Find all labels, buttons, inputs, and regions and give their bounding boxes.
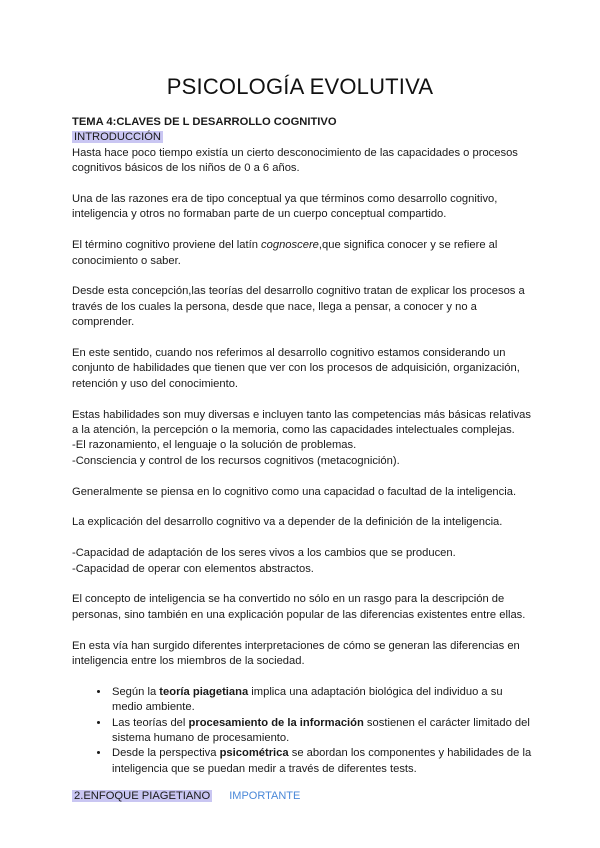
paragraph-1: Hasta hace poco tiempo existía un cierto desconocimiento de las capacidades o procesos cognitivos básicos de los niños de 0 a 6 años. (72, 146, 518, 175)
latin-term: cognoscere (261, 239, 319, 252)
bullet-bold: psicométrica (219, 747, 289, 760)
paragraph-3 (72, 238, 532, 269)
intro-heading: INTRODUCCIÓN (74, 131, 162, 144)
paragraph-2: Una de las razones era de tipo conceptual ya que términos como desarrollo cognitivo, inteligencia y otros no formaban parte de un cuerpo conceptual compartido. (72, 193, 498, 221)
bullet-text: Desde la perspectiva (112, 747, 220, 760)
paragraph-5: En este sentido, cuando nos referimos al desarrollo cognitivo estamos considerando un conjunto de habilidades que tienen que ver con los procesos de adquisición, organización, retención y uso del conocimiento. (72, 347, 520, 390)
paragraph-9-line: -Capacidad de adaptación de los seres vivos a los cambios que se producen. (72, 547, 456, 560)
paragraph-6-line: Estas habilidades son muy diversas e incluyen tanto las competencias más básicas relativas a la atención, la percepción o la memoria, como las capacidades intelectuales complejas. (72, 408, 531, 437)
page-title: PSICOLOGÍA EVOLUTIVA (166, 74, 434, 99)
bullet-text: Las teorías del (112, 716, 189, 729)
bullet-text: sostienen el carácter limitado del sistema humano de procesamiento. (112, 716, 530, 745)
paragraph-10: El concepto de inteligencia se ha convertido no sólo en un rasgo para la descripción de personas, sino también en una explicación popular de las diferencias existentes entre ellas. (72, 593, 526, 621)
document-body (72, 115, 532, 805)
bullet-bold: teoría piagetiana (159, 685, 249, 698)
list-item (110, 716, 532, 747)
list-item (110, 746, 532, 777)
bullet-text: se abordan los componentes y habilidades de la inteligencia que se puedan medir a través de diferentes tests. (112, 747, 532, 775)
paragraph-8: La explicación del desarrollo cognitivo va a depender de la definición de la inteligencia. (72, 516, 503, 529)
paragraph-4: Desde esta concepción,las teorías del desarrollo cognitivo tratan de explicar los procesos a través de los cuales la persona, desde que nace, llega a pensar, a conocer y no a comprender. (72, 285, 525, 329)
paragraph-6-line: -El razonamiento, el lenguaje o la solución de problemas. (72, 439, 357, 452)
paragraph-6 (72, 408, 532, 470)
paragraph-9 (72, 546, 532, 577)
paragraph-3-start: El término cognitivo proviene del latín (72, 239, 262, 252)
topic-subtitle: TEMA 4:CLAVES DE L DESARROLLO COGNITIVO (72, 116, 337, 128)
bullet-text: Según la (112, 685, 160, 698)
list-item (110, 685, 532, 716)
section-2-row (72, 789, 532, 804)
paragraph-3-end: ,que significa conocer y se refiere al conocimiento o saber. (72, 239, 498, 267)
important-label: IMPORTANTE (229, 790, 301, 803)
section-2-heading: 2.ENFOQUE PIAGETIANO (74, 790, 211, 803)
bullet-text: implica una adaptación biológica del individuo a su medio ambiente. (112, 685, 503, 714)
bullet-bold: procesamiento de la información (188, 716, 364, 729)
bullet-list (72, 685, 532, 777)
paragraph-7: Generalmente se piensa en lo cognitivo como una capacidad o facultad de la inteligencia. (72, 485, 517, 498)
intro-heading-line (72, 130, 532, 145)
paragraph-11: En esta vía han surgido diferentes interpretaciones de cómo se generan las diferencias en inteligencia entre los miembros de la sociedad. (72, 639, 520, 668)
paragraph-9-line: -Capacidad de operar con elementos abstractos. (72, 562, 314, 575)
paragraph-6-line: -Consciencia y control de los recursos cognitivos (metacognición). (72, 454, 400, 467)
